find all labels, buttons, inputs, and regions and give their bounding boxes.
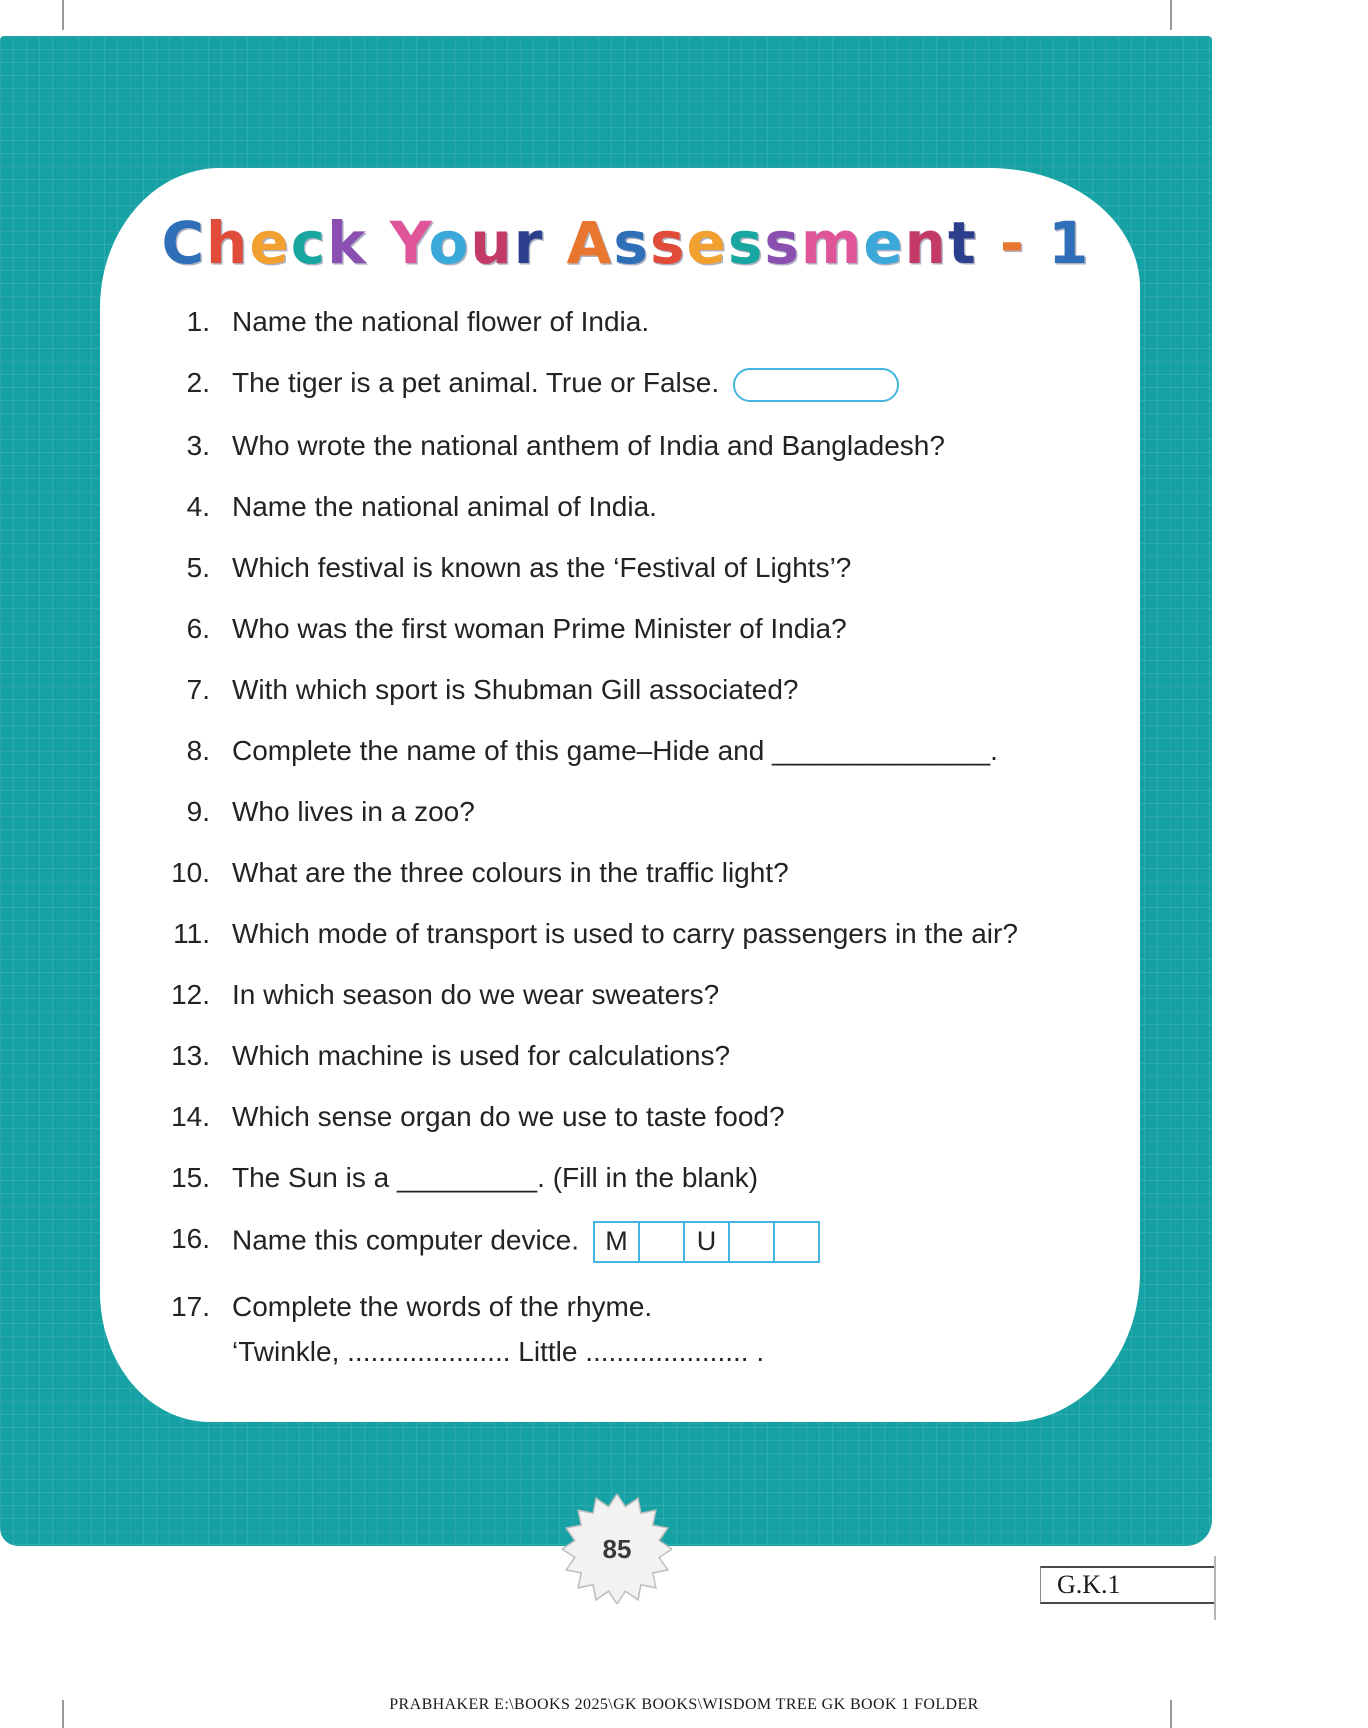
crop-mark: [1214, 1556, 1216, 1620]
title-char: s: [727, 209, 765, 277]
question-item: [148, 916, 1104, 951]
title-char: s: [764, 209, 801, 277]
question-number: 10.: [171, 856, 210, 888]
question-item: [148, 1099, 1104, 1134]
question-list: [148, 304, 1104, 1369]
question-text: Which sense organ do we use to taste food?: [232, 1100, 785, 1132]
question-item: [148, 428, 1104, 463]
question-item: [148, 1160, 1104, 1195]
title-char: k: [327, 209, 368, 277]
question-number: 16.: [171, 1222, 210, 1254]
question-text: Who wrote the national anthem of India and Bangladesh?: [232, 429, 945, 461]
assessment-card: [100, 168, 1140, 1422]
question-item: [148, 1289, 1104, 1369]
title-char: e: [249, 209, 291, 277]
question-number: 11.: [173, 917, 210, 949]
question-number: 3.: [186, 429, 210, 461]
title-char: u: [470, 209, 514, 277]
question-item: [148, 794, 1104, 829]
question-number: 7.: [186, 673, 210, 705]
question-number: 8.: [186, 734, 210, 766]
title-char: n: [904, 209, 948, 277]
title-char: [368, 209, 390, 277]
question-item: [148, 304, 1104, 339]
title-char: e: [863, 209, 905, 277]
title-char: e: [686, 209, 728, 277]
question-item: [148, 855, 1104, 890]
page-title: [148, 210, 1104, 276]
question-item: [148, 550, 1104, 585]
question-text: Who was the first woman Prime Minister of India?: [232, 612, 847, 644]
question-item: [148, 977, 1104, 1012]
title-char: r: [513, 209, 545, 277]
title-char: m: [800, 209, 864, 277]
book-code: G.K.1: [1040, 1566, 1214, 1604]
question-text: With which sport is Shubman Gill associated?: [232, 673, 799, 705]
question-text: [232, 1221, 1104, 1263]
page-number-starburst: [562, 1494, 672, 1604]
question-number: 17.: [171, 1290, 210, 1322]
question-item: [148, 672, 1104, 707]
title-char: t: [947, 209, 978, 277]
question-text: Which machine is used for calculations?: [232, 1039, 731, 1071]
question-item: [148, 733, 1104, 768]
letter-boxes: [593, 1221, 820, 1263]
question-item: [148, 1221, 1104, 1263]
question-number: 6.: [186, 612, 210, 644]
question-number: 14.: [171, 1100, 210, 1132]
footer-path: PRABHAKER E:\BOOKS 2025\GK BOOKS\WISDOM TREE GK BOOK 1 FOLDER: [389, 1696, 979, 1713]
question-item: [148, 489, 1104, 524]
title-char: c: [290, 209, 328, 277]
page-number: 85: [602, 1533, 632, 1564]
title-char: s: [649, 209, 687, 277]
title-char: -: [999, 209, 1026, 277]
title-char: Y: [389, 209, 429, 277]
title-char: 1: [1048, 209, 1091, 277]
question-number: 9.: [186, 795, 210, 827]
title-char: [1026, 209, 1048, 277]
question-text: In which season do we wear sweaters?: [232, 978, 720, 1010]
question-text-inner: The tiger is a pet animal. True or False.: [232, 367, 720, 398]
letter-box: [773, 1221, 820, 1263]
title-char: s: [613, 209, 650, 277]
question-text: What are the three colours in the traffic light?: [232, 856, 789, 888]
title-char: A: [566, 209, 614, 277]
question-text: Who lives in a zoo?: [232, 795, 475, 827]
question-text: Name the national animal of India.: [232, 490, 657, 522]
title-char: h: [206, 209, 250, 277]
question-number: 2.: [186, 367, 210, 398]
rhyme-line: ‘Twinkle, ..................... Little ..................... .: [232, 1335, 765, 1367]
question-number: 15.: [171, 1161, 210, 1193]
question-text: Which festival is known as the ‘Festival of Lights’?: [232, 551, 852, 583]
letter-box: [728, 1221, 775, 1263]
answer-pill: [733, 368, 899, 402]
question-item: [148, 1038, 1104, 1073]
question-item: [148, 611, 1104, 646]
question-number: 12.: [171, 978, 210, 1010]
question-text: Complete the name of this game–Hide and ______________.: [232, 734, 998, 766]
title-char: o: [428, 209, 471, 277]
question-text: Which mode of transport is used to carry passengers in the air?: [232, 917, 1018, 949]
letter-box: [638, 1221, 685, 1263]
question-number: 13.: [171, 1039, 210, 1071]
question-text: The Sun is a _________. (Fill in the blank): [232, 1161, 759, 1193]
question-text: Name the national flower of India.: [232, 306, 650, 337]
question-text-inner: Name this computer device.: [232, 1224, 580, 1255]
letter-box: U: [683, 1221, 730, 1263]
title-char: [544, 209, 566, 277]
question-text: Complete the words of the rhyme.: [232, 1290, 653, 1322]
question-number: 1.: [186, 306, 210, 337]
title-char: C: [161, 209, 207, 277]
question-text: [232, 365, 1104, 402]
question-item: [148, 365, 1104, 402]
crop-mark: [1170, 0, 1172, 30]
crop-mark: [62, 0, 64, 30]
question-number: 4.: [186, 490, 210, 522]
title-char: [978, 209, 1000, 277]
letter-box: M: [593, 1221, 640, 1263]
question-number: 5.: [186, 551, 210, 583]
